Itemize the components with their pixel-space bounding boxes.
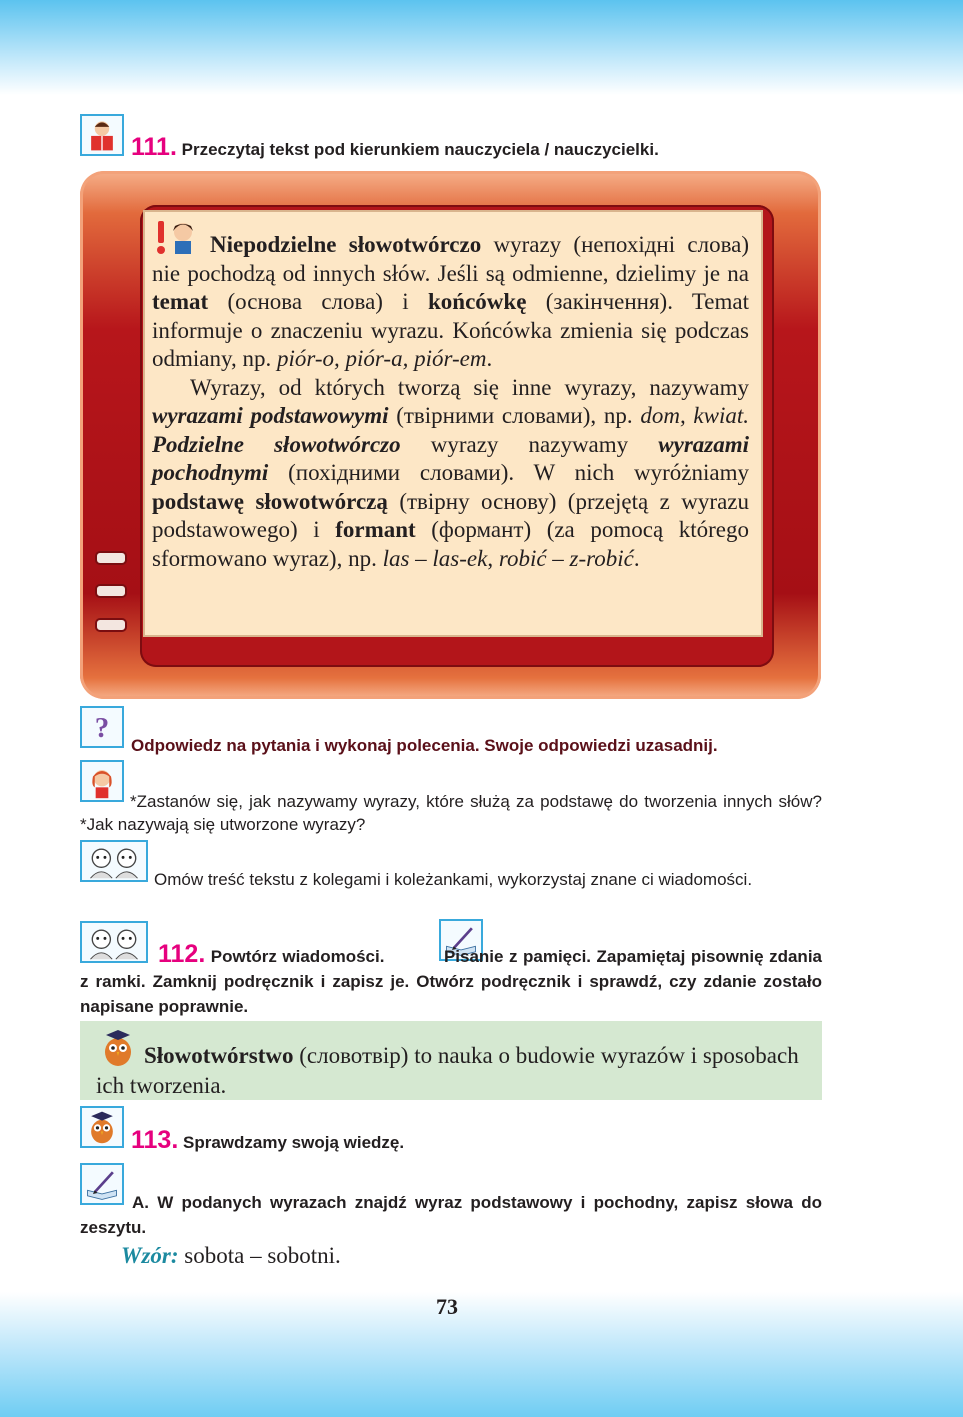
exercise-111-instruction: Przeczytaj tekst pod kierunkiem nauczyciela / nauczycielki.	[181, 140, 659, 159]
tablet-button-1	[95, 551, 127, 565]
example-pattern	[121, 1243, 341, 1269]
exercise-113-number: 113.	[131, 1126, 179, 1154]
rule-text-fragment: Wyrazy, od których tworzą się inne wyrazy, nazywamy	[190, 374, 749, 400]
task-a-text: A. W podanych wyrazach znajdź wyraz podstawowy i pochodny, zapisz słowa do zeszytu.	[80, 1193, 822, 1237]
rule-text-fragment: .	[486, 346, 493, 371]
exercise-113-title: Sprawdzamy swoją wiedzę.	[183, 1133, 405, 1152]
top-decor-band	[0, 0, 963, 95]
exercise-111-number: 111.	[131, 133, 177, 161]
example-dom-kwiat: dom, kwiat.	[640, 403, 749, 428]
owl-teacher-icon	[80, 1106, 124, 1148]
rule-text-fragment: (формант) (za pomocą którego sformowano wyraz), np.	[152, 517, 750, 571]
definition-term: Słowotwórstwo	[144, 1043, 294, 1068]
rule-text-fragment: (закінчення). Temat informuje o znaczeniu wyrazu. Końcówka zmienia się podczas odmiany, np.	[152, 289, 750, 371]
rule-text-fragment: ,	[487, 545, 499, 571]
exercise-113-task-a	[80, 1190, 822, 1240]
rule-text-fragment: (твірну основу) (przejętą z wyrazu podstawowego) i	[152, 488, 749, 542]
rule-paragraph-1	[152, 231, 749, 374]
rule-text-fragment: .	[633, 545, 640, 571]
term-koncowka: końcówkę	[428, 289, 527, 314]
term-niepodzielne: Niepodzielne słowotwórczo	[210, 232, 482, 257]
example-label: Wzór:	[121, 1243, 179, 1268]
tablet-button-2	[95, 584, 127, 598]
exercise-112-part2: Pisanie z pamięci. Zapamiętaj pisownię zdania z ramki. Zamknij podręcznik i zapisz je. Otwórz podręcznik i sprawdź, czy zdanie zostało napisane poprawnie.	[80, 947, 822, 1016]
rule-text-fragment: wyrazy nazywamy	[400, 431, 659, 457]
rule-paragraph-2	[152, 374, 749, 574]
page-number: 73	[436, 1294, 458, 1319]
boy-reading-icon	[80, 114, 124, 156]
term-podstawa: podstawę słowotwórczą	[152, 488, 388, 514]
exercise-111-heading	[131, 135, 821, 162]
questions-heading: Odpowiedz na pytania i wykonaj polecenia. Swoje odpowiedzi uzasadnij.	[131, 736, 718, 755]
question-1-text: *Zastanów się, jak nazywamy wyrazy, które służą za podstawę do tworzenia innych słów? *Jak nazywają się utworzone wyrazy?	[80, 792, 822, 834]
bottom-decor-band	[0, 1292, 963, 1417]
example-text: sobota – sobotni.	[178, 1243, 341, 1268]
rule-text-fragment: (твірними словами), np.	[388, 403, 641, 428]
question-2	[80, 868, 822, 891]
rule-text-fragment: (основа слова) i	[208, 289, 429, 314]
example-las: las – las-ek	[382, 545, 488, 571]
example-robic: robić – z-robić	[498, 545, 634, 571]
rule-text-fragment: (похідними словами). W nich wyróżniamy	[268, 460, 749, 485]
term-podzielne: Podzielne słowotwórczo	[152, 431, 401, 457]
svg-text:?: ?	[94, 711, 110, 744]
exercise-112	[80, 942, 822, 1019]
definition-rest: (словотвір) to nauka o budowie wyrazów i sposobach ich tworzenia.	[96, 1043, 799, 1098]
rule-text	[152, 231, 749, 573]
definition-text	[96, 1041, 811, 1101]
tablet-button-3	[95, 618, 127, 632]
term-temat: temat	[152, 289, 209, 314]
question-mark-icon	[80, 706, 124, 748]
term-formant: formant	[335, 517, 416, 542]
exercise-112-part1: Powtórz wiadomości.	[210, 947, 385, 966]
question-2-text: Omów treść tekstu z kolegami i koleżankami, wykorzystaj znane ci wiadomości.	[154, 870, 753, 889]
question-1	[80, 790, 822, 836]
term-wyrazy-podstawowe: wyrazami podstawowymi	[152, 403, 389, 428]
exercise-113-heading	[131, 1128, 821, 1155]
rule-text-fragment: wyrazy (непохідні слова) nie pochodzą od innych słów. Jeśli są odmienne, dzielimy je na	[152, 232, 750, 286]
term-wyrazy-pochodne: wyrazami pochodnymi	[152, 431, 749, 485]
example-pioro: piór-o, piór-a, piór-em	[277, 346, 487, 371]
exercise-112-number: 112.	[158, 940, 206, 968]
